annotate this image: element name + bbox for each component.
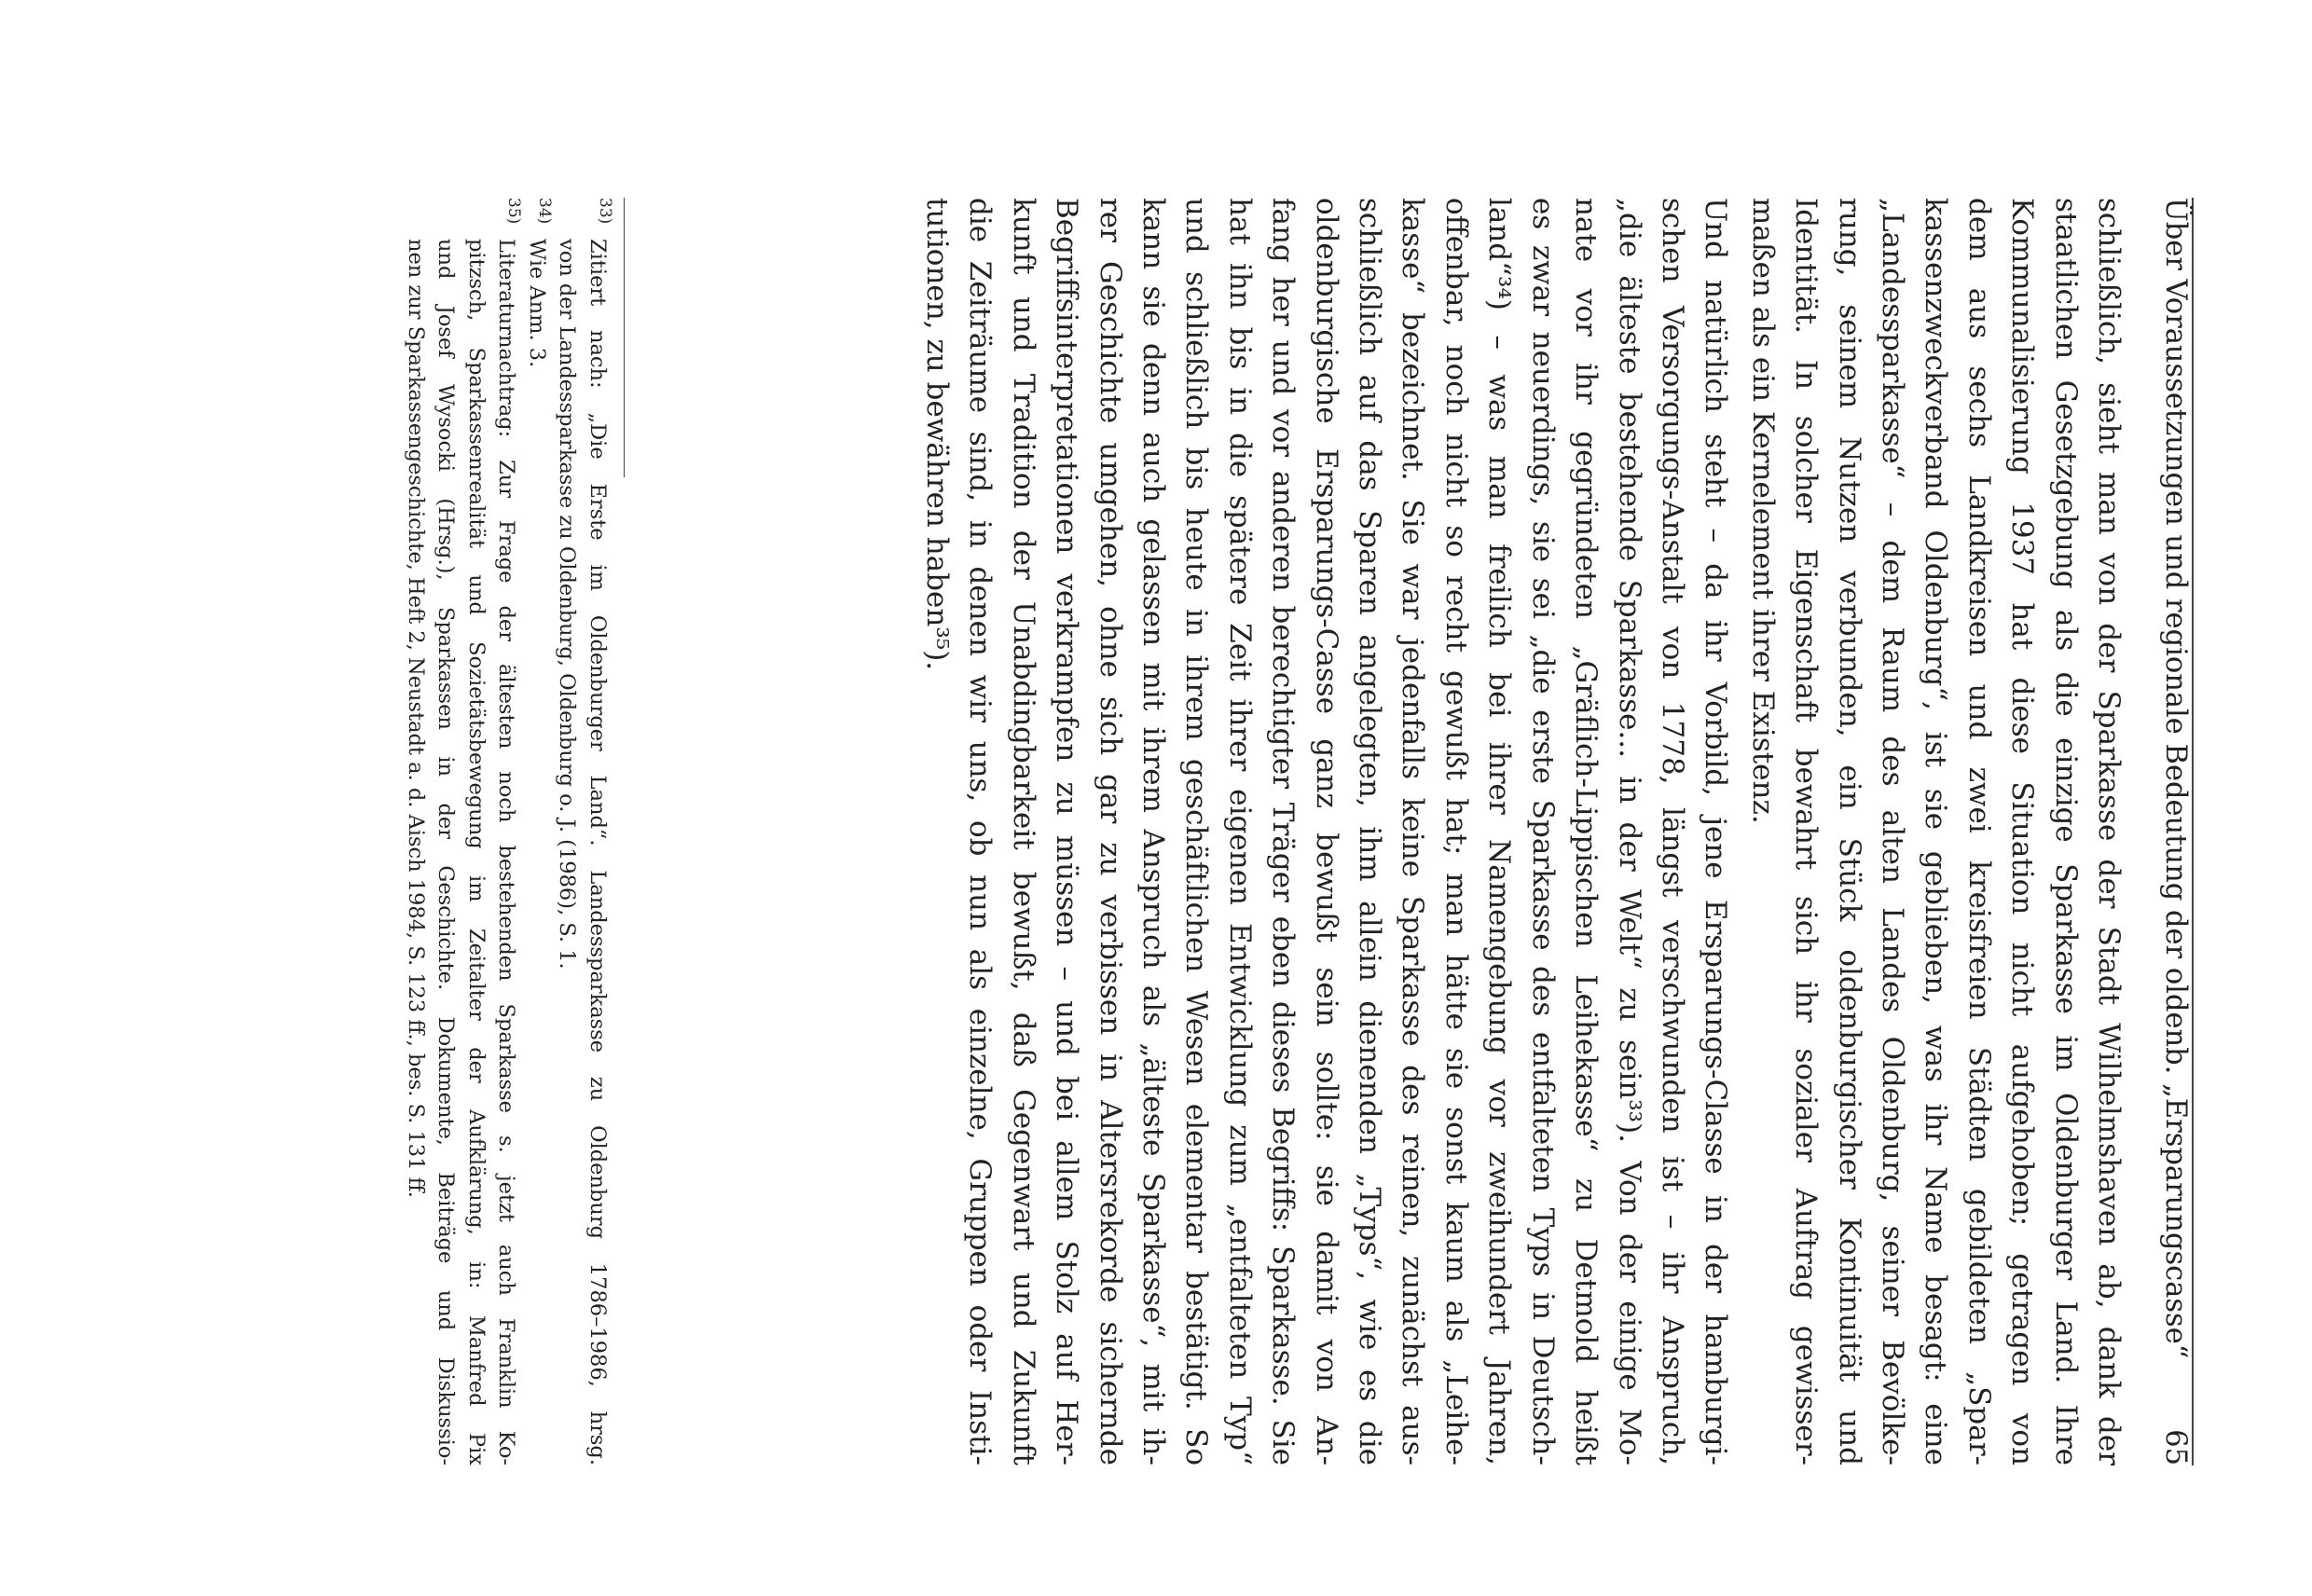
footnote-rule [624,198,625,477]
footnote-mark: 33) [596,198,614,225]
footnote-line: Literaturnachtrag: Zur Frage der ältesten noch bestehenden Sparkasse s. jetzt auch Franklin Ko- [494,239,519,1465]
text-line: hat ihn bis in die spätere Zeit ihrer eigenen Entwicklung zum „entfalteten Typ“ [1222,198,1257,1465]
footnote-line: nen zur Sparkassengeschichte, Heft 2, Neustadt a. d. Aisch 1984, S. 123 ff., bes. S. 131 ff. [404,239,428,1198]
footnote-line: pitzsch, Sparkassenrealität und Sozietätsbewegung im Zeitalter der Aufklärung, in: Manfred Pix [464,239,489,1465]
text-line: rung, seinem Nutzen verbunden, ein Stück oldenburgischer Kontinuität und [1832,198,1866,1465]
text-line: kassenzweckverband Oldenburg“, ist sie geblieben, was ihr Name besagt: eine [1919,198,1953,1465]
text-line: nate vor ihr gegründeten „Gräflich-Lippischen Leihekasse“ zu Detmold heißt [1569,198,1603,1465]
footnote-line: von der Landessparkasse zu Oldenburg, Oldenburg o. J. (1986), S. 1. [555,239,580,970]
text-line: die Zeiträume sind, in denen wir uns, ob nun als einzelne, Gruppen oder Insti- [963,198,998,1465]
text-line: fang her und vor anderen berechtigter Träger eben dieses Begriffs: Sparkasse. Sie [1266,198,1300,1465]
text-line: kunft und Tradition der Unabdingbarkeit bewußt, daß Gegenwart und Zukunft [1006,198,1040,1465]
text-line: „die älteste bestehende Sparkasse... in der Welt“ zu sein³³). Von der einige Mo- [1612,198,1646,1465]
text-line: staatlichen Gesetzgebung als die einzige Sparkasse im Oldenburger Land. Ihre [2048,198,2083,1465]
text-line: offenbar, noch nicht so recht gewußt hat; man hätte sie sonst kaum als „Leihe- [1438,198,1473,1465]
text-line: dem aus sechs Landkreisen und zwei kreisfreien Städten gebildeten „Spar- [1961,198,1996,1465]
text-line: rer Geschichte umgehen, ohne sich gar zu verbissen in Altersrekorde sichernde [1093,198,1127,1465]
page-number: 65 [2159,1429,2192,1465]
footnote-line: und Josef Wysocki (Hrsg.), Sparkassen in der Geschichte. Dokumente, Beiträge und Diskussio- [434,239,459,1465]
text-line: und schließlich bis heute in ihrem geschäftlichen Wesen elementar bestätigt. So [1179,198,1214,1465]
text-line: Und natürlich steht – da ihr Vorbild, jene Ersparungs-Classe in der hamburgi- [1699,198,1733,1465]
paragraph-1 [1741,198,2130,1465]
text-line: kasse“ bezeichnet. Sie war jedenfalls keine Sparkasse des reinen, zunächst aus- [1396,198,1430,1465]
footnote-35 [401,198,522,1465]
text-line: land“³⁴) – was man freilich bei ihrer Namengebung vor zweihundert Jahren, [1482,198,1517,1465]
footnotes [401,198,626,1465]
text-line: Kommunalisierung 1937 hat diese Situation nicht aufgehoben; getragen von [2005,198,2040,1465]
rotated-book-page [294,198,2195,1465]
text-line: kann sie denn auch gelassen mit ihrem Anspruch als „älteste Sparkasse“, mit ih- [1136,198,1171,1465]
text-line: tutionen, zu bewähren haben³⁵). [920,198,955,671]
text-line: es zwar neuerdings, sie sei „die erste Sparkasse des entfalteten Typs in Deutsch- [1525,198,1560,1465]
footnote-mark: 35) [504,198,524,225]
footnote-34 [522,198,553,1465]
text-line: maßen als ein Kernelement ihrer Existenz. [1745,198,1780,824]
text-line: Begriffsinterpretationen verkrampfen zu müssen – und bei allem Stolz auf Her- [1050,198,1084,1465]
text-line: Identität. In solcher Eigenschaft bewahrt sich ihr sozialer Auftrag gewisser- [1789,198,1823,1465]
text-line: schließlich auf das Sparen angelegten, ihm allein dienenden „Typs“, wie es die [1353,198,1387,1465]
text-line: oldenburgische Ersparungs-Casse ganz bewußt sein sollte: sie damit von An- [1309,198,1343,1465]
footnote-33 [552,198,612,1465]
body-text [915,198,2130,1465]
paragraph-2 [915,198,1738,1465]
footnote-mark: 34) [535,198,554,225]
text-line: „Landessparkasse“ – dem Raum des alten Landes Oldenburg, seiner Bevölke- [1875,198,1909,1465]
text-line: schließlich, sieht man von der Sparkasse der Stadt Wilhelmshaven ab, dank der [2092,198,2126,1465]
footnote-line: Wie Anm. 3. [525,239,549,368]
running-title: Über Voraussetzungen und regionale Bedeutung der oldenb. „Ersparungscasse“ [2159,198,2192,1359]
text-line: schen Versorgungs-Anstalt von 1778, längst verschwunden ist – ihr Anspruch, [1655,198,1689,1465]
running-header [2159,198,2195,1465]
footnote-line: Zitiert nach: „Die Erste im Oldenburger Land“. Landessparkasse zu Oldenburg 1786–1986, hrsg. [585,239,610,1465]
